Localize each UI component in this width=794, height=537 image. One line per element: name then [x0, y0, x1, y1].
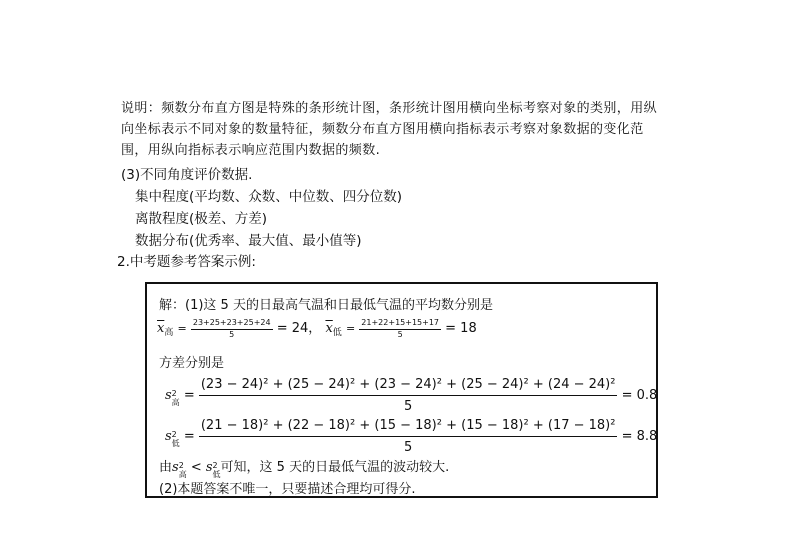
section2-title: 2.中考题参考答案示例: [117, 254, 256, 270]
mean-low-fraction [359, 318, 441, 340]
variance-intro: 方差分别是 [159, 356, 225, 371]
compare-low-sup: 2 [212, 461, 218, 470]
compare-suffix: 可知，这 5 天的日最低气温的波动较大. [220, 460, 450, 475]
mean-low-result: = 18 [445, 321, 477, 336]
var-high-fraction [199, 376, 618, 415]
compare-high-symbol: s [172, 460, 179, 475]
compare-high-sup: 2 [178, 461, 184, 470]
var-low-numerator: (21 − 18)² + (22 − 18)² + (15 − 18)² + (15 − 18)² + (17 − 18)² [199, 417, 618, 437]
answer-intro: 解：(1)这 5 天的日最高气温和日最低气温的平均数分别是 [159, 298, 493, 313]
var-high-numerator: (23 − 24)² + (25 − 24)² + (23 − 24)² + (25 − 24)² + (24 − 24)² [199, 376, 618, 396]
compare-low-symbol: s [205, 460, 213, 475]
var-low-fraction [199, 417, 618, 456]
var-low-symbol: s [165, 429, 172, 444]
mean-low-numerator: 21+22+15+15+17 [359, 318, 441, 330]
explanation-paragraph [121, 98, 721, 161]
var-low-denominator: 5 [404, 440, 413, 455]
mean-high-result: = 24， [276, 321, 322, 336]
var-high-result: = 0.8 [621, 388, 658, 403]
explanation-line: 围，用纵向指标表示响应范围内数据的频数. [121, 143, 381, 158]
compare-lt: < [186, 460, 206, 475]
list-item: 离散程度(极差、方差) [135, 211, 268, 227]
var-low-eq: = [183, 429, 195, 444]
variance-low-equation [165, 417, 657, 456]
explanation-line: 向坐标表示不同对象的数量特征，频数分布直方图用横向指标表示考察对象数据的变化范 [121, 122, 644, 137]
var-high-eq: = [183, 388, 195, 403]
var-low-sup: 2 [171, 430, 177, 439]
list-item: 集中程度(平均数、众数、中位数、四分位数) [135, 189, 403, 205]
var-low-result: = 8.8 [621, 429, 658, 444]
explanation-line: 说明：频数分布直方图是特殊的条形统计图，条形统计图用横向坐标考察对象的类别，用纵 [121, 101, 658, 116]
mean-high-fraction [191, 318, 273, 340]
mean-low-symbol: $\overline{x}$ [325, 321, 333, 336]
var-high-symbol: s [165, 388, 172, 403]
section3-title: (3)不同角度评价数据. [121, 167, 253, 183]
compare-high-sub: 高 [178, 470, 187, 479]
var-high-sub: 高 [171, 398, 180, 407]
list-item: 数据分布(优秀率、最大值、最小值等) [135, 233, 362, 249]
mean-high-numerator: 23+25+23+25+24 [191, 318, 273, 330]
answer-box [145, 282, 658, 498]
variance-high-equation [165, 376, 657, 415]
mean-high-denominator: 5 [229, 329, 235, 339]
mean-equation: $\overline{x}_高$ = $\frac{23+25+23+25+24}{5}$ = 24， $\overline{x}_低$ = $\frac{21+22+15+15+17}{5}$ = 18 [157, 317, 477, 339]
comparison-line [159, 456, 449, 479]
mean-low-sub: 低 [332, 328, 342, 338]
compare-low-sub: 低 [212, 470, 221, 479]
var-low-sub: 低 [171, 439, 180, 448]
compare-prefix: 由 [159, 460, 173, 475]
mean-low-denominator: 5 [397, 329, 403, 339]
mean-high-sub: 高 [164, 328, 174, 338]
var-high-denominator: 5 [404, 399, 413, 414]
mean-high-symbol: $\overline{x}$ [157, 321, 165, 336]
answer-part2: (2)本题答案不唯一，只要描述合理均可得分. [159, 482, 416, 497]
var-high-sup: 2 [171, 389, 177, 398]
